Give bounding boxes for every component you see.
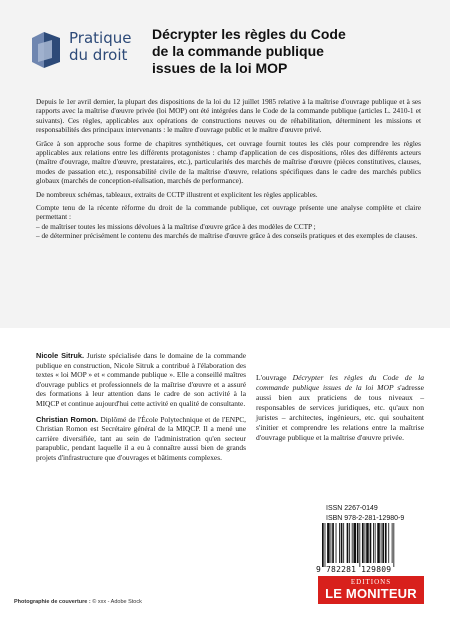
intro-bullet-1: – de maîtriser toutes les missions dévolues à la maîtrise d'œuvre grâce à des modèles de CCTP ; xyxy=(36,221,316,231)
logo-mark-icon xyxy=(30,28,64,72)
author-bios xyxy=(36,351,246,469)
barcode-bar xyxy=(385,523,387,563)
barcode-bar xyxy=(382,523,384,563)
intro-paragraph-2: Grâce à son approche sous forme de chapitres synthétiques, cet ouvrage fournit toutes les clés pour comprendre les règles applicables aux relations entre les différents protagonistes : champ d'application de ces dispositions, rôles des différents acteurs (maître d'ouvrage, maître d'œuvre, prestataires, etc.), particularités des marchés de maîtrise d'œuvre (pièces constitutives, clauses, modes de passation etc.), responsabilité civile de la maîtrise d'œuvre, relations spécifiques dans le cadre des marchés publics globaux (marchés de conception-réalisation, marchés de performance). xyxy=(36,138,421,186)
audience-blurb xyxy=(256,373,424,443)
barcode-digits: 9 782281 129809 xyxy=(316,565,392,574)
blurb-book-title: Décrypter les règles du Code de la commande publique issues de la loi MOP xyxy=(256,373,424,392)
publisher-line-1: EDITIONS xyxy=(350,578,392,586)
barcode-bar xyxy=(327,523,330,563)
logo-line-1: Pratique xyxy=(69,29,132,47)
barcode-bar xyxy=(365,523,366,563)
intro-text xyxy=(36,97,421,241)
barcode-bar xyxy=(322,523,324,567)
barcode-bar xyxy=(349,523,350,563)
barcode-bar xyxy=(366,523,369,563)
logo-line-2: du droit xyxy=(69,46,128,64)
barcode-bar xyxy=(392,523,393,563)
barcode-bar xyxy=(381,523,382,563)
barcode-bar xyxy=(359,523,360,567)
blurb-post: s'adresse aussi bien aux praticiens de tous niveaux – responsables de services juridiques, etc. qu'aux non juristes – architectes, ingénieurs, etc. qui souhaitent s'initier et comprendre les relations entre la maîtrise d'ouvrage publique et la maîtrise d'œuvre privée. xyxy=(256,383,425,442)
barcode-bar xyxy=(388,523,389,563)
barcode-bar xyxy=(336,523,337,563)
barcode-bar xyxy=(357,523,359,563)
intro-paragraph-3: De nombreux schémas, tableaux, extraits de CCTP illustrent et explicitent les règles applicables. xyxy=(36,189,318,199)
author-bio-1 xyxy=(36,351,246,409)
publisher-logo xyxy=(318,576,424,604)
title-line-1: Décrypter les règles du Code xyxy=(152,26,346,42)
barcode-bar xyxy=(353,523,356,563)
photo-credit xyxy=(14,599,142,606)
author-text-2: Diplômé de l'École Polytechnique et de l'ENPC, Christian Romon est Secrétaire général de la MIQCP. Il a mené une carrière diversifiée, tant au sein de l'administration qu'en secteur parapublic, pendant laquelle il a eu à connaître aussi bien de grands projets d'infrastructure que d'ouvrages et bâtiments complexes. xyxy=(36,414,247,462)
blurb-pre: L'ouvrage xyxy=(256,373,293,382)
intro-bullet-2: – de déterminer précisément le contenu des marchés de maîtrise d'œuvre grâce à des conseils pratiques et des exemples de clauses. xyxy=(36,231,418,241)
barcode-bar xyxy=(377,523,380,563)
barcode-bar xyxy=(341,523,343,563)
barcode-bar xyxy=(325,523,326,567)
author-bio-2 xyxy=(36,415,246,463)
credit-value: © xxx - Adobe Stock xyxy=(90,599,142,605)
title-line-2: de la commande publique xyxy=(152,43,324,59)
author-name-1: Nicole Sitruk. xyxy=(36,351,85,360)
intro-paragraph-4: Compte tenu de la récente réforme du droit de la commande publique, cet ouvrage présente une analyse complète et claire permettant : xyxy=(36,203,421,222)
credit-label: Photographie de couverture : xyxy=(14,599,91,605)
author-text-1: Juriste spécialisée dans le domaine de la commande publique en construction, Nicole Sitruk a contribué à l'élaboration des textes « loi MOP » et « commande publique ». Elle a conseillé maîtres d'ouvrage publics et professionnels de la maîtrise d'œuvre et a assuré des formations à leur attention dans le cadre de son activité à la MIQCP et continue aujourd'hui cette activité en qualité de consultante. xyxy=(36,351,246,408)
barcode-bar xyxy=(347,523,349,563)
author-name-2: Christian Romon. xyxy=(36,414,99,424)
collection-logo xyxy=(30,28,145,78)
title-line-3: issues de la loi MOP xyxy=(152,60,288,76)
barcode-bar xyxy=(339,523,340,563)
barcode xyxy=(320,523,424,567)
barcode-bar xyxy=(343,523,344,563)
barcode-bar xyxy=(375,523,376,563)
intro-paragraph-1: Depuis le 1er avril dernier, la plupart des dispositions de la loi du 12 juillet 1985 relative à la maîtrise d'ouvrage publique et à ses rapports avec la maîtrise d'œuvre privée (loi MOP) ont été intégrées dans le Code de la commande publique (articles L. 2410-1 et suivants). Ces règles, applicables aux opérations de constructions neuves ou de réhabilitation, déterminent les missions et responsabilités des principaux intervenants : le maître d'ouvrage public et le maître d'œuvre privé. xyxy=(36,97,421,135)
isbn: ISBN 978-2-281-12980-9 xyxy=(326,515,405,522)
barcode-bar xyxy=(370,523,372,563)
barcode-bar xyxy=(362,523,364,563)
barcode-bar xyxy=(331,523,332,563)
barcode-bar xyxy=(393,523,394,567)
barcode-bar xyxy=(373,523,374,563)
barcode-bar xyxy=(352,523,353,563)
publisher-line-2: LE MONITEUR xyxy=(325,586,417,601)
issn: ISSN 2267-0149 xyxy=(326,505,378,512)
book-title xyxy=(152,26,417,77)
barcode-bar xyxy=(332,523,334,563)
